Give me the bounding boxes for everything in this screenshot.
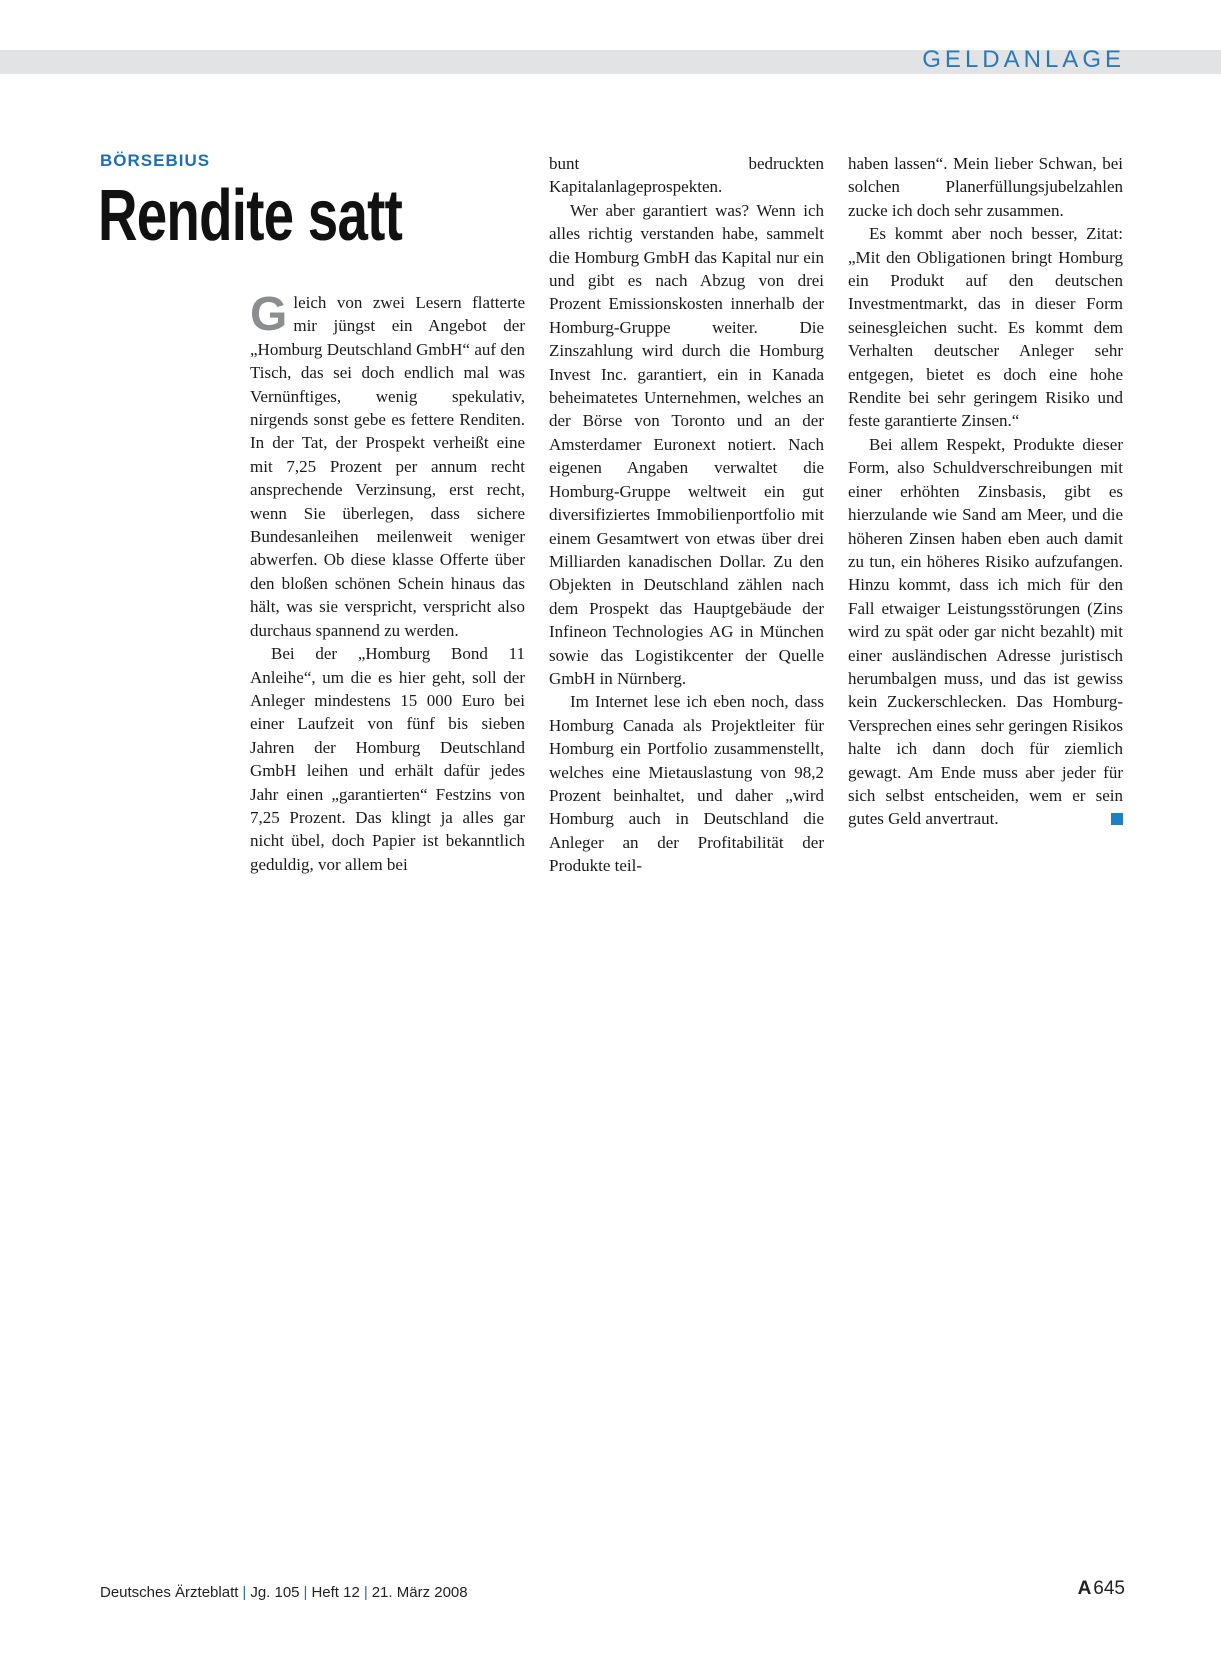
- section-label: GELDANLAGE: [922, 46, 1125, 73]
- page-prefix: A: [1077, 1578, 1092, 1599]
- volume: Jg. 105: [250, 1584, 300, 1601]
- paragraph: haben lassen“. Mein lieber Schwan, bei solchen Planerfüllungsjubelzahlen zucke ich doch sehr zusammen.: [848, 154, 1123, 220]
- paragraph: Bei der „Homburg Bond 11 Anleihe“, um die es hier geht, soll der Anleger mindestens 15 000 Euro bei einer Laufzeit von fünf bis sieben Jahren der Homburg Deutschland GmbH leihen und erhält dafür jedes Jahr einen „garantierten“ Festzins von 7,25 Prozent. Das klingt ja alles gar nicht übel, doch Papier ist bekanntlich geduldig, vor allem bei: [250, 644, 525, 874]
- paragraph-text: Bei allem Respekt, Produkte dieser Form, also Schuldverschreibungen mit einer erhöhten Zinsbasis, gibt es hierzulande wie Sand am Meer, und die höheren Zinsen haben eben auch damit zu tun, ein höheres Risiko aufzufangen. Hinzu kommt, dass ich mich für den Fall etwaiger Leistungsstörungen (Zins wird zu spät oder gar nicht bezahlt) mit einer ausländischen Adresse juristisch herumbalgen muss, und das ist gewiss kein Zuckerschlecken. Das Homburg-Versprechen eines sehr geringen Risikos halte ich dann doch für ziemlich gewagt. Am Ende muss aber jeder für sich selbst entscheiden, wem er sein gutes Geld anvertraut.: [848, 434, 1123, 829]
- paragraph: [848, 433, 1123, 831]
- separator-icon: |: [303, 1584, 308, 1601]
- paragraph: Im Internet lese ich eben noch, dass Homburg Canada als Projektleiter für Homburg ein Portfolio zusammenstellt, welches eine Mietauslastung von 98,2 Prozent beinhaltet, und daher „wird Homburg auch in Deutschland die Anleger an der Profitabilität der Produkte teil-: [549, 692, 824, 876]
- page-number-value: 645: [1093, 1578, 1125, 1599]
- paragraph: bunt bedruckten Kapitalanlageprospekten.: [549, 154, 824, 197]
- paragraph-text: leich von zwei Lesern flatterte mir jüngst ein Angebot der „Homburg Deutschland GmbH“ auf den Tisch, das sei doch endlich mal was Vernünftiges, wenig spekulativ, nirgends sonst gebe es fettere Renditen. In der Tat, der Prospekt verheißt eine mit 7,25 Prozent per annum recht ansprechende Verzinsung, erst recht, wenn Sie überlegen, dass sichere Bundesanleihen meilenweit weniger abwerfen. Ob diese klasse Offerte über den bloßen schönen Schein hinaus das hält, was sie verspricht, verspricht also durchaus spannend zu werden.: [250, 293, 525, 640]
- drop-cap: G: [250, 288, 288, 341]
- column-kicker: BÖRSEBIUS: [100, 151, 211, 170]
- issue: Heft 12: [311, 1584, 360, 1601]
- end-mark-icon: [1111, 813, 1123, 825]
- journal-name: Deutsches Ärzteblatt: [100, 1584, 239, 1601]
- text-column-3: [848, 152, 1123, 831]
- separator-icon: |: [242, 1584, 247, 1601]
- article-title: Rendite satt: [98, 176, 403, 256]
- paragraph: Es kommt aber noch besser, Zitat: „Mit den Obligationen bringt Homburg ein Produkt auf den deutschen Investmentmarkt, das in dieser Form seinesgleichen sucht. Es kommt dem Verhalten deutscher Anleger sehr entgegen, bietet es doch eine hohe Rendite bei sehr geringem Risiko und feste garantierte Zinsen.“: [848, 224, 1123, 431]
- paragraph: [250, 288, 525, 642]
- text-column-1: [250, 288, 525, 876]
- page-number: [1078, 1578, 1125, 1600]
- paragraph: Wer aber garantiert was? Wenn ich alles richtig verstanden habe, sammelt die Homburg GmbH das Kapital nur ein und gibt es nach Abzug von drei Prozent Emissionskosten innerhalb der Homburg-Gruppe weiter. Die Zinszahlung wird durch die Homburg Invest Inc. garantiert, ein in Kanada beheimatetes Unternehmen, welches an der Börse von Toronto und an der Amsterdamer Euronext notiert. Nach eigenen Angaben verwaltet die Homburg-Gruppe weltweit ein gut diversifiziertes Immobilienportfolio mit einem Gesamtwert von etwas über drei Milliarden kanadischen Dollar. Zu den Objekten in Deutschland zählen nach dem Prospekt das Hauptgebäude der Infineon Technologies AG in München sowie das Logistikcenter der Quelle GmbH in Nürnberg.: [549, 200, 824, 688]
- footer-citation: [100, 1584, 468, 1601]
- issue-date: 21. März 2008: [371, 1584, 468, 1601]
- text-column-2: [549, 152, 824, 878]
- separator-icon: |: [363, 1584, 368, 1601]
